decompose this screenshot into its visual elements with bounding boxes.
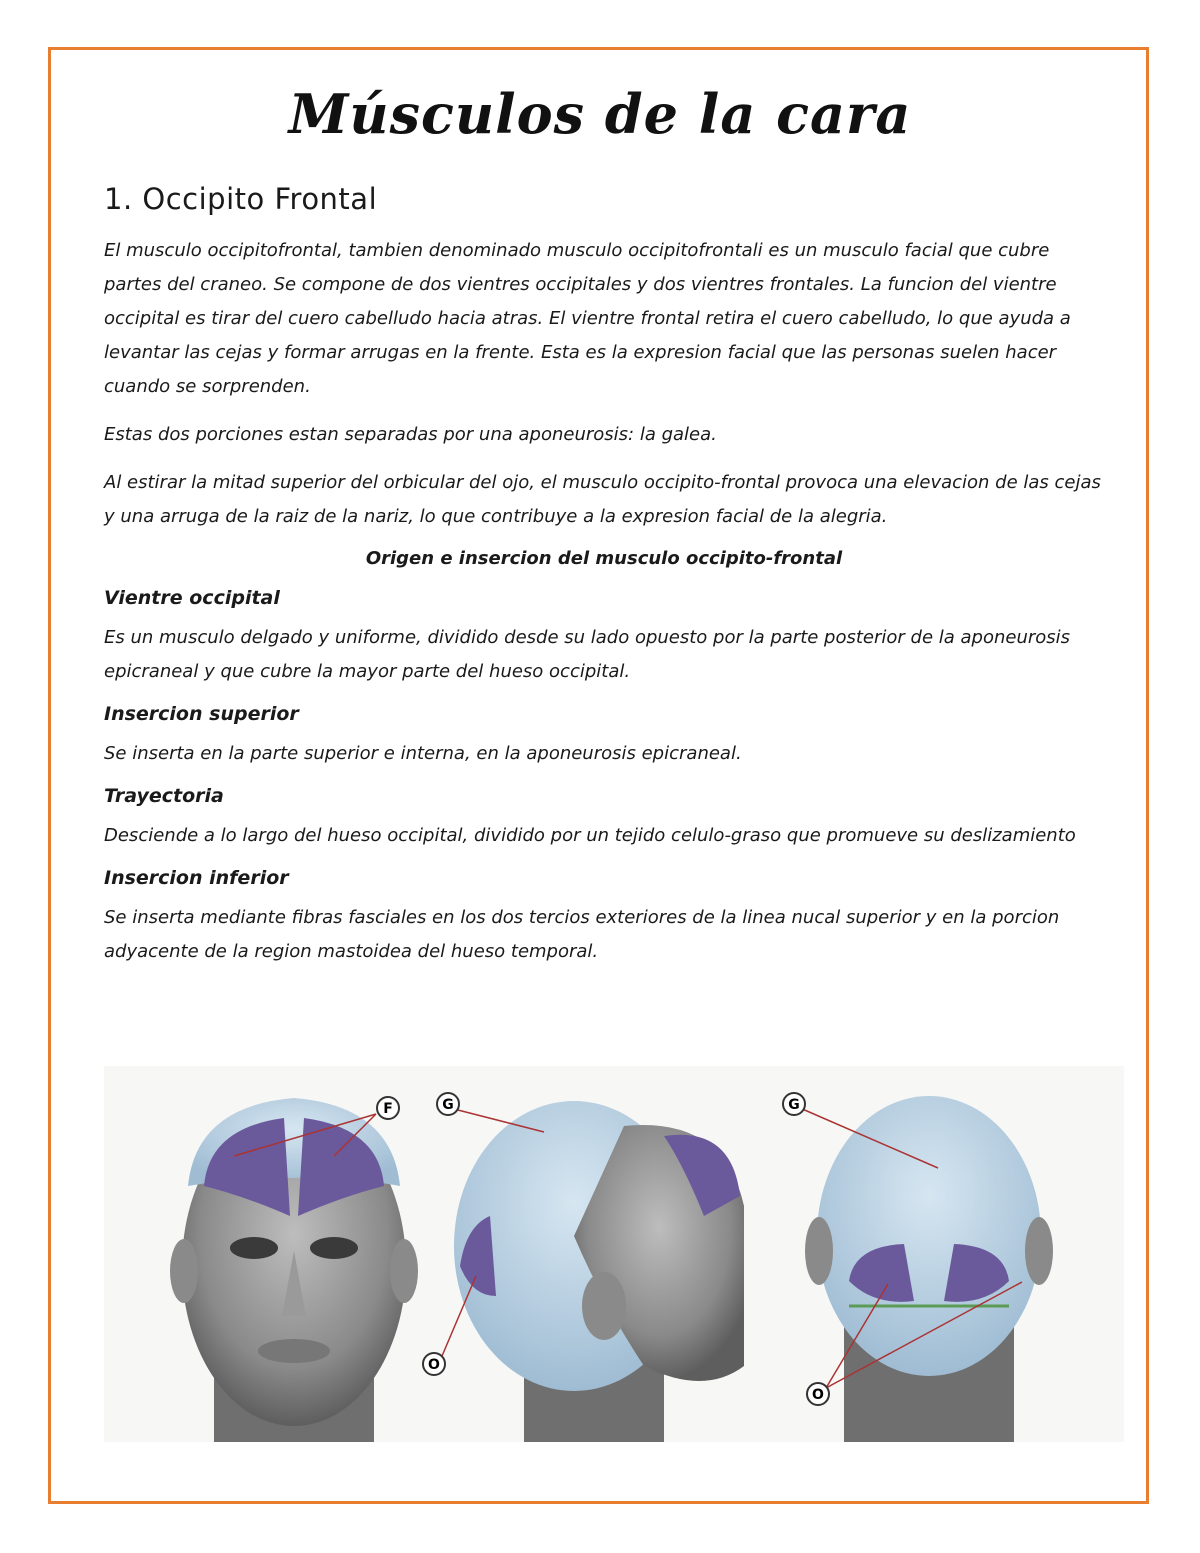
back-left-ear bbox=[805, 1217, 833, 1285]
left-ear bbox=[170, 1239, 198, 1303]
subsection-text: Se inserta en la parte superior e interna, en la aponeurosis epicraneal. bbox=[104, 743, 742, 764]
mouth bbox=[258, 1339, 330, 1363]
origin-insertion-heading: Origen e insercion del musculo occipito-frontal bbox=[365, 548, 843, 569]
callout-g-label: G bbox=[442, 1097, 454, 1113]
document-body bbox=[104, 182, 1104, 983]
front-view-head bbox=[170, 1097, 418, 1442]
side-ear bbox=[582, 1272, 626, 1340]
left-eye bbox=[230, 1237, 278, 1259]
callout-g-label: G bbox=[788, 1097, 800, 1113]
paragraph-intro: El musculo occipitofrontal, tambien denominado musculo occipitofrontali es un musculo facial que cubre partes del craneo. Se compone de dos vientres occipitales y dos vientres frontales. La funcion del vientre occipital es tirar del cuero cabelludo hacia atras. El vientre frontal retira el cuero cabelludo, lo que ayuda a levantar las cejas y formar arrugas en la frente. Esta es la expresion facial que las personas suelen hacer cuando se sorprenden. bbox=[104, 240, 1071, 397]
subsection-heading: Insercion inferior bbox=[104, 867, 289, 889]
right-eye bbox=[310, 1237, 358, 1259]
callout-o-label: O bbox=[812, 1387, 824, 1403]
subsection-heading: Insercion superior bbox=[104, 703, 299, 725]
subsection-heading: Vientre occipital bbox=[104, 587, 280, 609]
anatomy-figure bbox=[104, 1066, 1124, 1442]
page-title: Músculos de la cara bbox=[288, 82, 912, 146]
back-view-head bbox=[783, 1093, 1053, 1442]
subsection-text: Desciende a lo largo del hueso occipital, dividido por un tejido celulo-graso que promueve su deslizamiento bbox=[104, 825, 1076, 846]
right-ear bbox=[390, 1239, 418, 1303]
side-view-head bbox=[423, 1093, 744, 1442]
callout-o-label: O bbox=[428, 1357, 440, 1373]
paragraph-expression: Al estirar la mitad superior del orbicular del ojo, el musculo occipito-frontal provoca una elevacion de las cejas y una arruga de la raiz de la nariz, lo que contribuye a la expresion facial de la alegria. bbox=[104, 472, 1101, 527]
subsection-text: Es un musculo delgado y uniforme, dividido desde su lado opuesto por la parte posterior de la aponeurosis epicraneal y que cubre la mayor parte del hueso occipital. bbox=[104, 627, 1071, 682]
section-heading: 1. Occipito Frontal bbox=[104, 182, 378, 216]
subsection-heading: Trayectoria bbox=[104, 785, 224, 807]
subsection-text: Se inserta mediante fibras fasciales en los dos tercios exteriores de la linea nucal superior y en la porcion adyacente de la region mastoidea del hueso temporal. bbox=[104, 907, 1060, 962]
paragraph-galea: Estas dos porciones estan separadas por una aponeurosis: la galea. bbox=[104, 424, 717, 445]
head-illustrations bbox=[104, 1066, 1124, 1442]
back-right-ear bbox=[1025, 1217, 1053, 1285]
back-galea bbox=[817, 1096, 1041, 1376]
callout-f-label: F bbox=[383, 1101, 393, 1117]
